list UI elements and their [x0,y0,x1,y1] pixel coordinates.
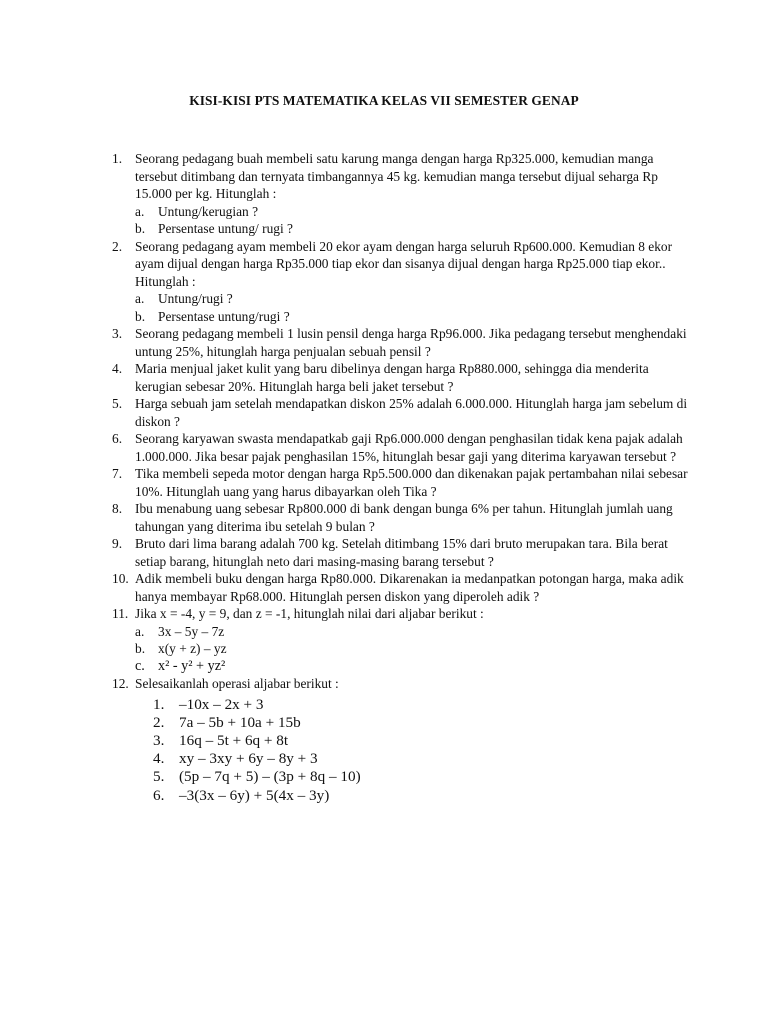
question-number: 2. [112,238,123,254]
question-number: 3. [112,326,123,341]
sub-question [135,290,692,308]
question-number: 11. [112,606,129,621]
question-number: 7. [112,466,123,481]
operation-number: 4. [153,750,165,768]
sub-question-letter: a. [135,203,145,219]
sub-question [135,640,692,658]
sub-question [135,203,692,221]
operation-number: 3. [153,731,165,749]
question-item [112,570,692,605]
question-text: Harga sebuah jam setelah mendapatkan diskon 25% adalah 6.000.000. Hitunglah harga jam sebelum di diskon ? [135,396,688,429]
question-number: 5. [112,396,123,411]
sub-question-letter: a. [135,291,145,306]
question-text: Seorang pedagang buah membeli satu karung manga dengan harga Rp325.000, kemudian manga tersebut ditimbang dan ternyata timbangannya 45 kg. kemudian manga tersebut dijual seharga Rp 15.000 per kg. Hitunglah : [135,151,658,201]
operation-number: 1. [153,695,165,713]
question-number: 12. [112,676,129,691]
question-text: Tika membeli sepeda motor dengan harga Rp5.500.000 dan dikenakan pajak pertambahan nilai sebesar 10%. Hitunglah uang yang harus dibayarkan oleh Tika ? [135,466,688,499]
question-number: 8. [112,501,123,516]
question-item [112,150,692,238]
algebra-operations-list [135,696,692,805]
algebra-operation [153,787,692,805]
operation-number: 5. [153,768,165,786]
question-text: Seorang pedagang membeli 1 lusin pensil denga harga Rp96.000. Jika pedagang tersebut menghendaki untung 25%, hitunglah harga penjualan sebuah pensil ? [135,326,687,359]
operation-expression: xy – 3xy + 6y – 8y + 3 [179,750,318,768]
sub-question [135,623,692,641]
question-text: Maria menjual jaket kulit yang baru dibelinya dengan harga Rp880.000, sehingga dia menderita kerugian sebesar 20%. Hitunglah harga beli jaket tersebut ? [135,361,649,394]
question-text: Ibu menabung uang sebesar Rp800.000 di bank dengan bunga 6% per tahun. Hitunglah jumlah uang tahungan yang diterima ibu setelah 9 bulan ? [135,501,673,534]
sub-question [135,308,692,326]
question-item [112,535,692,570]
question-text: Jika x = -4, y = 9, dan z = -1, hitunglah nilai dari aljabar berikut : [135,606,484,621]
sub-question-text: Untung/rugi ? [158,291,233,306]
algebra-operation [153,732,692,750]
question-item [112,465,692,500]
operation-expression: 7a – 5b + 10a + 15b [179,713,301,731]
sub-question-letter: b. [135,221,146,236]
question-number: 9. [112,536,123,551]
question-text: Bruto dari lima barang adalah 700 kg. Setelah ditimbang 15% dari bruto merupakan tara. Bila berat setiap barang, hitunglah neto dari masing-masing barang tersebut ? [135,536,668,569]
sub-question-text: Persentase untung/rugi ? [158,308,290,324]
sub-question [135,220,692,238]
sub-question [135,658,692,676]
algebra-operation [153,768,692,786]
question-text: Adik membeli buku dengan harga Rp80.000. Dikarenakan ia medanpatkan potongan harga, maka adik hanya membayar Rp68.000. Hitunglah persen diskon yang diperoleh adik ? [135,571,684,604]
operation-expression: –3(3x – 6y) + 5(4x – 3y) [179,786,330,804]
sub-question-letter: c. [135,657,145,674]
sub-question-text: Untung/kerugian ? [158,203,259,219]
question-number: 10. [112,571,129,586]
operation-number: 2. [153,713,165,731]
question-item [112,360,692,395]
operation-number: 6. [153,786,165,804]
question-item [112,238,692,326]
sub-question-letter: a. [135,623,145,639]
document-title: KISI-KISI PTS MATEMATIKA KELAS VII SEMESTER GENAP [189,93,579,108]
algebra-operation [153,696,692,714]
operation-expression: 16q – 5t + 6q + 8t [179,731,289,749]
sub-question-letter: b. [135,641,146,656]
question-number: 6. [112,431,123,446]
question-item [112,430,692,465]
algebra-operation [153,750,692,768]
question-text: Seorang pedagang ayam membeli 20 ekor ayam dengan harga seluruh Rp600.000. Kemudian 8 ekor ayam dijual dengan harga Rp35.000 tiap ekor dan sisanya dijual dengan harga Rp25.000 tiap ekor.. Hitunglah : [135,238,673,289]
question-number: 4. [112,361,123,376]
sub-question-text: 3x – 5y – 7z [158,623,225,639]
question-item [112,605,692,675]
question-text: Seorang karyawan swasta mendapatkab gaji Rp6.000.000 dengan penghasilan tidak kena pajak adalah 1.000.000. Jika besar pajak penghasilan 15%, hitunglah besar gaji yang diterima karyawan tersebut ? [135,431,683,464]
question-number: 1. [112,151,123,166]
operation-expression: (5p – 7q + 5) – (3p + 8q – 10) [179,768,361,786]
algebra-operation [153,714,692,732]
question-item [112,325,692,360]
sub-question-letter: b. [135,308,146,324]
operation-expression: –10x – 2x + 3 [179,695,264,713]
sub-question-text: x(y + z) – yz [158,641,227,656]
question-item [112,675,692,805]
question-item [112,395,692,430]
question-list [112,150,692,805]
question-text: Selesaikanlah operasi aljabar berikut : [135,676,339,691]
sub-question-text: x² - y² + yz² [158,657,226,674]
question-item [112,500,692,535]
sub-question-text: Persentase untung/ rugi ? [158,221,293,236]
